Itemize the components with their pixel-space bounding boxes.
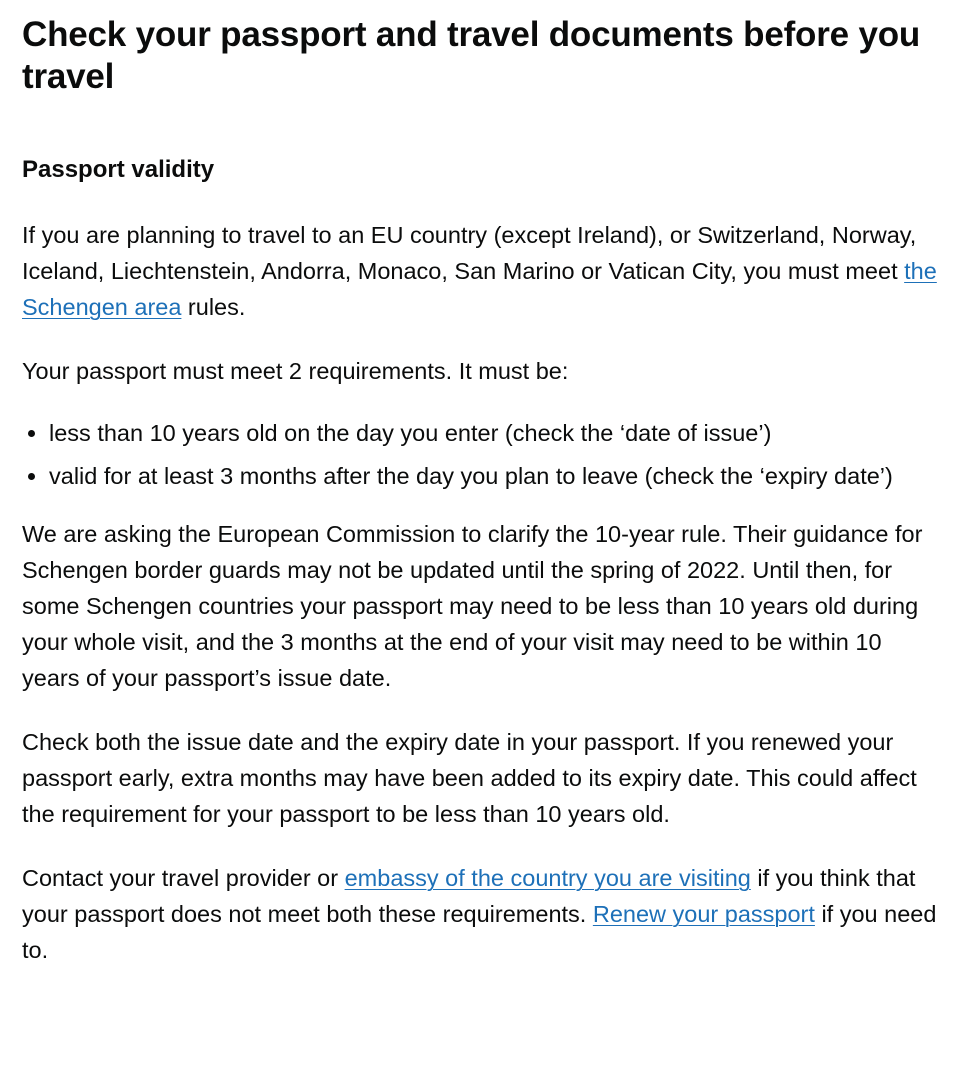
schengen-area-link[interactable]: the Schengen area: [22, 258, 937, 320]
requirements-list: [22, 415, 940, 494]
list-item: • less than 10 years old on the day you enter (check the ‘date of issue’): [49, 415, 940, 451]
embassy-link[interactable]: embassy of the country you are visiting: [344, 865, 751, 891]
requirements-lead: Your passport must meet 2 requirements. It must be:: [22, 358, 569, 384]
contact-text-end: if you need to.: [22, 901, 937, 963]
contact-text: Contact your travel provider or: [22, 865, 345, 891]
intro-text-end: rules.: [181, 294, 246, 320]
contact-paragraph: [22, 860, 940, 968]
intro-text: If you are planning to travel to an EU country (except Ireland), or Switzerland, Norway, Iceland, Liechtenstein, Andorra, Monaco, San Marino or Vatican City, you must meet: [22, 222, 917, 284]
intro-paragraph: [22, 217, 940, 325]
page-title: Check your passport and travel documents before you travel: [22, 15, 921, 96]
check-dates-paragraph: Check both the issue date and the expiry date in your passport. If you renewed your passport early, extra months may have been added to its expiry date. This could affect the requirement for your passport to be less than 10 years old.: [22, 729, 917, 827]
list-item: • valid for at least 3 months after the day you plan to leave (check the ‘expiry date’): [49, 458, 940, 494]
section-heading-passport-validity: Passport validity: [22, 156, 215, 183]
renew-passport-link[interactable]: Renew your passport: [592, 901, 815, 927]
commission-paragraph: We are asking the European Commission to clarify the 10-year rule. Their guidance for Schengen border guards may not be updated until the spring of 2022. Until then, for some Schengen countries your passport may need to be less than 10 years old during your whole visit, and the 3 months at the end of your visit may need to be within 10 years of your passport’s issue date.: [22, 521, 923, 691]
contact-text-middle: if you think that your passport does not meet both these requirements.: [22, 865, 916, 927]
